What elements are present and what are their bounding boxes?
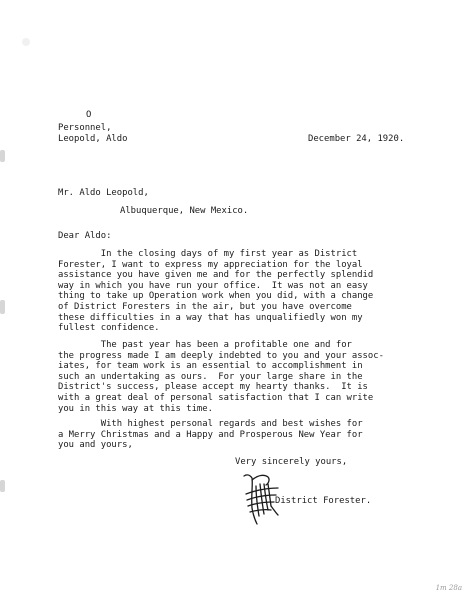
paragraph-1-line: way in which you have run your office. It was not an easy (58, 280, 368, 291)
closing: Very sincerely yours, (235, 457, 348, 467)
paragraph-1 (58, 249, 373, 334)
left-margin-mark (0, 150, 5, 162)
paragraph-1-line: fullest confidence. (58, 323, 160, 334)
paragraph-1-line: In the closing days of my first year as District (58, 249, 358, 259)
paragraph-1-line: Forester, I want to express my appreciation for the loyal (58, 259, 363, 270)
paragraph-1-line: thing to take up Operation work when you did, with a change (58, 291, 374, 302)
archive-corner-note: 1m 28a (435, 584, 462, 593)
punch-hole-mark (22, 38, 30, 46)
recipient-location: Albuquerque, New Mexico. (120, 206, 249, 216)
paragraph-1-line: assistance you have given me and for the perfectly splendid (58, 270, 374, 281)
paragraph-1-line: these difficulties in a way that has unqualifiedly won my (58, 312, 363, 323)
paragraph-2-line: you in this way at this time. (58, 403, 213, 414)
paragraph-3 (58, 419, 363, 451)
paragraph-2-line: District's success, please accept my hearty thanks. It is (58, 382, 368, 393)
salutation: Dear Aldo: (58, 231, 112, 241)
letter-date: December 24, 1920. (308, 134, 405, 144)
recipient-name: Mr. Aldo Leopold, (58, 188, 149, 198)
subject-line-1: Personnel, (58, 123, 112, 133)
paragraph-2-line: such an undertaking as ours. For your large share in the (58, 371, 363, 382)
paragraph-3-line: you and yours, (58, 440, 133, 451)
file-code: O (86, 110, 92, 120)
paragraph-2-line: iates, for team work is an essential to accomplishment in (58, 361, 363, 372)
paragraph-1-line: of District Foresters in the air, but you have overcome (58, 301, 352, 312)
paragraph-3-line: With highest personal regards and best wishes for (58, 419, 363, 429)
paragraph-2-line: with a great deal of personal satisfaction that I can write (58, 392, 374, 403)
paragraph-2-line: The past year has been a profitable one and for (58, 340, 352, 350)
signer-title: District Forester. (275, 496, 372, 506)
left-margin-mark (0, 480, 5, 492)
paragraph-3-line: a Merry Christmas and a Happy and Prosperous New Year for (58, 429, 363, 440)
paragraph-2-line: the progress made I am deeply indebted to you and your assoc- (58, 350, 384, 361)
left-margin-mark (0, 300, 5, 314)
paragraph-2 (58, 340, 384, 414)
subject-line-2: Leopold, Aldo (58, 134, 128, 144)
